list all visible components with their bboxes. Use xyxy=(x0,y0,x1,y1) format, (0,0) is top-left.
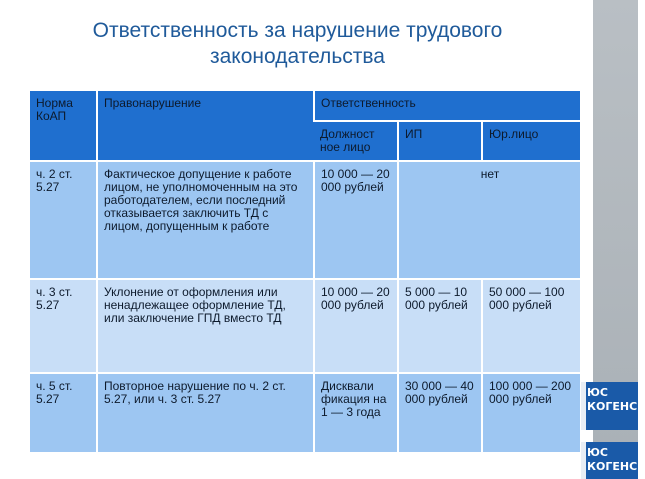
cell-ip: 5 000 — 10 000 рублей xyxy=(398,279,482,373)
cell-official: 10 000 — 20 000 рублей xyxy=(314,161,398,279)
header-offense: Правонарушение xyxy=(97,91,314,161)
cell-offense: Фактическое допущение к работе лицом, не уполномоченным на это работодателем, если последний отказывается заключить ТД с лицом, допущенным к работе xyxy=(97,161,314,279)
cell-other: нет xyxy=(398,161,580,279)
cell-ip: 30 000 — 40 000 рублей xyxy=(398,373,482,453)
header-ip: ИП xyxy=(398,121,482,161)
cell-legal: 50 000 — 100 000 рублей xyxy=(482,279,580,373)
header-legal: Юр.лицо xyxy=(482,121,580,161)
table-row xyxy=(30,373,580,453)
company-logo: ЮС КОГЕНС I xyxy=(581,382,638,430)
liability-table xyxy=(30,91,580,454)
company-logo-lower: ЮС КОГЕНС I xyxy=(581,442,638,479)
header-norma: Норма КоАП xyxy=(30,91,97,161)
cell-norma: ч. 5 ст. 5.27 xyxy=(30,373,97,453)
table-row xyxy=(30,161,580,279)
table-row xyxy=(30,279,580,373)
slide-title: Ответственность за нарушение трудового законодательства xyxy=(92,19,503,68)
cell-official: 10 000 — 20 000 рублей xyxy=(314,279,398,373)
cell-norma: ч. 2 ст. 5.27 xyxy=(30,161,97,279)
cell-norma: ч. 3 ст. 5.27 xyxy=(30,279,97,373)
cell-offense: Уклонение от оформления или ненадлежащее оформление ТД, или заключение ГПД вместо ТД xyxy=(97,279,314,373)
header-official: Должност ное лицо xyxy=(314,121,398,161)
header-responsibility: Ответственность xyxy=(314,91,580,121)
cell-legal: 100 000 — 200 000 рублей xyxy=(482,373,580,453)
cell-official: Дисквали фикация на 1 — 3 года xyxy=(314,373,398,453)
cell-offense: Повторное нарушение по ч. 2 ст. 5.27, или ч. 3 ст. 5.27 xyxy=(97,373,314,453)
table-header-row xyxy=(30,91,580,121)
